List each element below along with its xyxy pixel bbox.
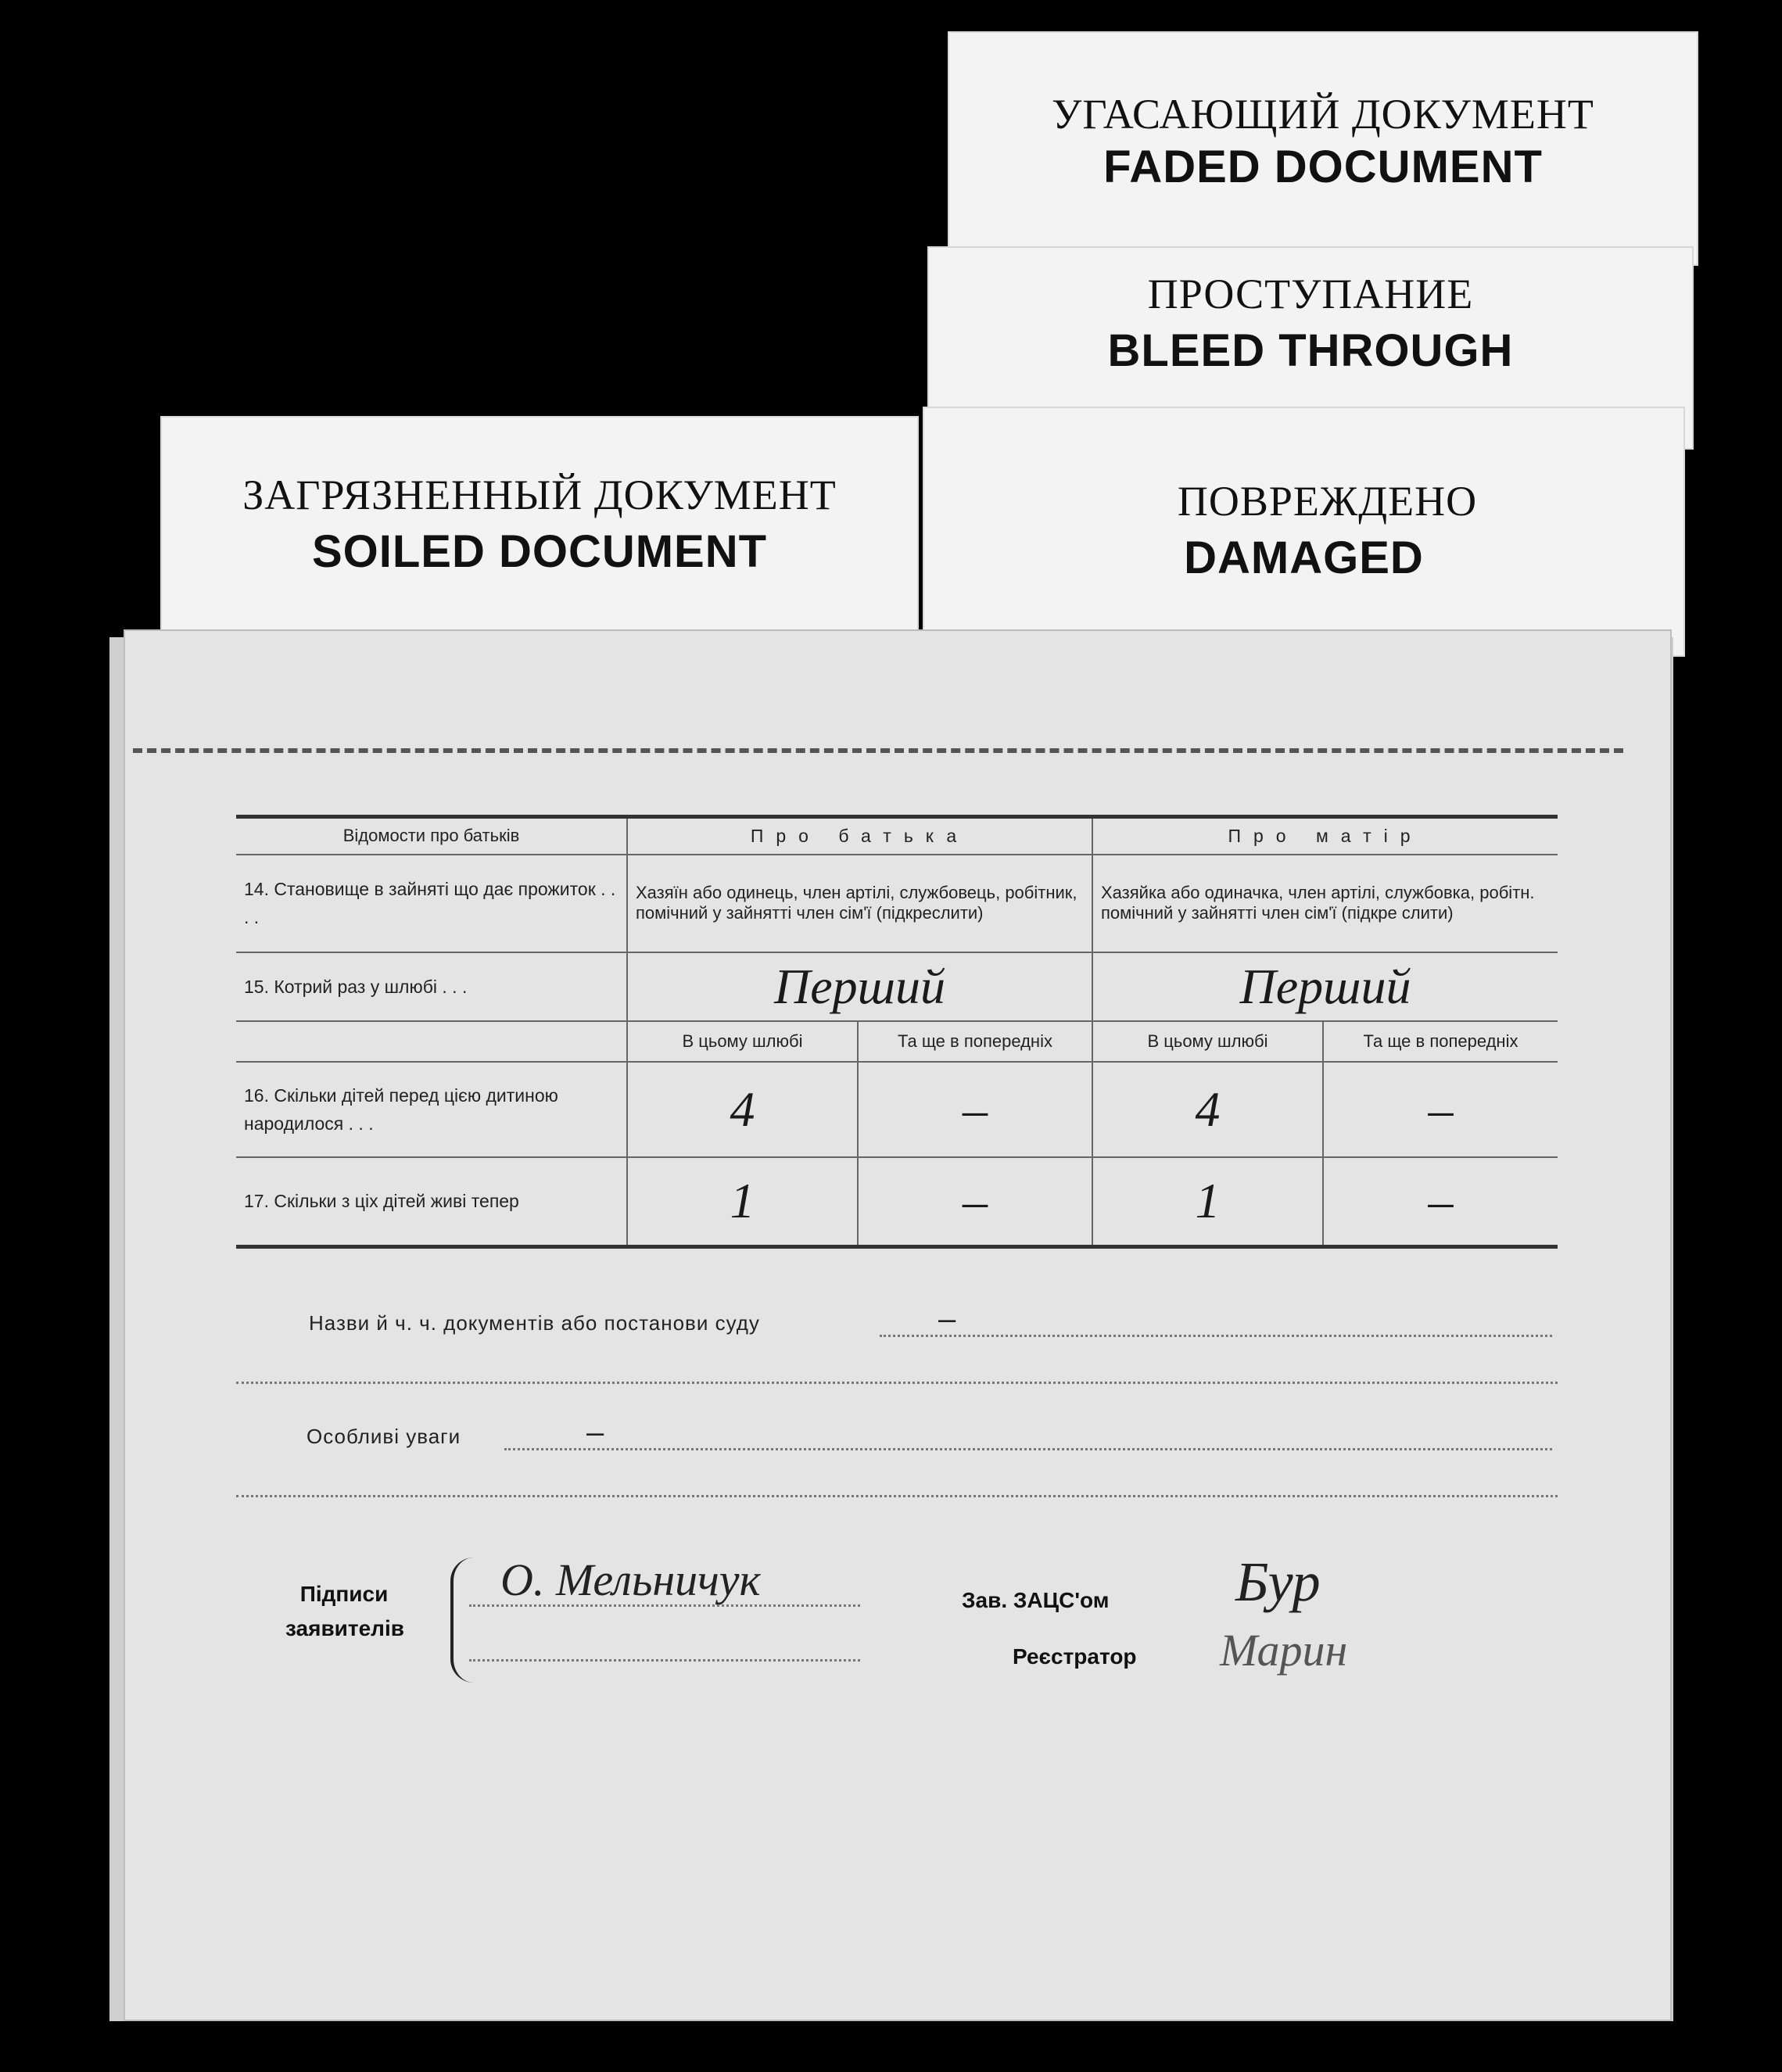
head-signature: Бур: [1235, 1550, 1321, 1613]
head-zags-label: Зав. ЗАЦС'ом: [962, 1588, 1110, 1612]
documents-label: Назви й ч. ч. документів або постанови суду: [309, 1311, 760, 1335]
tab-faded-document: [948, 31, 1698, 266]
tab-damaged-en: DAMAGED: [1184, 532, 1424, 583]
header-mother: Про матір: [1092, 817, 1558, 855]
documents-dotted-line: [880, 1335, 1552, 1337]
registrar-signature: Марин: [1220, 1625, 1348, 1676]
tab-soiled-ru: ЗАГРЯЗНЕННЫЙ ДОКУМЕНТ: [242, 471, 837, 518]
table-subheader-row: [236, 1021, 1558, 1062]
row17-mother-this: 1: [1092, 1157, 1323, 1247]
tab-damaged-ru: ПОВРЕЖДЕНО: [1177, 478, 1478, 525]
remarks-value: –: [586, 1415, 605, 1450]
row17-father-prev: –: [858, 1157, 1092, 1247]
row17-father-this: 1: [627, 1157, 858, 1247]
tab-bleed-ru: ПРОСТУПАНИЕ: [1147, 271, 1474, 317]
row16-father-prev: –: [858, 1062, 1092, 1157]
header-parents-info: Відомости про батьків: [236, 817, 627, 855]
remarks-dotted-line: [504, 1448, 1552, 1450]
applicants-signature-label: Підписи заявителів: [285, 1582, 404, 1640]
tab-bleed-en: BLEED THROUGH: [1107, 325, 1514, 376]
tab-faded-en: FADED DOCUMENT: [1103, 142, 1543, 192]
applicants-brace: [450, 1558, 477, 1683]
row16-father-this: 4: [627, 1062, 858, 1157]
subheader-father-this: В цьому шлюбі: [627, 1021, 858, 1062]
tab-faded-ru: УГАСАЮЩИЙ ДОКУМЕНТ: [1052, 91, 1594, 138]
applicant-sig-line-1: [469, 1604, 860, 1607]
row14-label: 14. Становище в зайняті що дає прожиток . . . .: [236, 855, 627, 952]
documents-dotted-line-2: [236, 1382, 1558, 1384]
tab-damaged: [923, 407, 1685, 657]
row17-label: 17. Скільки з ціх дітей живі тепер: [236, 1157, 627, 1247]
row14-mother-text: Хазяйка або одиначка, член артілі, службовка, робітн. помічний у зайнятті член сім'ї (підкре слити): [1092, 855, 1558, 952]
remarks-label: Особливі уваги: [307, 1425, 461, 1448]
remarks-dotted-line-2: [236, 1495, 1558, 1497]
row14-father-text: Хазяїн або одинець, член артілі, службовець, робітник, помічний у зайнятті член сім'ї (підкреслити): [627, 855, 1092, 952]
subheader-father-prev: Та ще в попередніх: [858, 1021, 1092, 1062]
row16-label: 16. Скільки дітей перед цією дитиною народилося . . .: [236, 1062, 627, 1157]
tab-soiled-en: SOILED DOCUMENT: [311, 526, 768, 577]
perforation-line: [133, 748, 1623, 753]
row17-mother-prev: –: [1323, 1157, 1558, 1247]
record-sheet: [124, 629, 1672, 2021]
table-row-15: [236, 952, 1558, 1021]
documents-value: –: [938, 1302, 957, 1336]
table-row-14: [236, 855, 1558, 952]
applicant-sig-line-2: [469, 1659, 860, 1662]
subheader-mother-prev: Та ще в попередніх: [1323, 1021, 1558, 1062]
row16-mother-this: 4: [1092, 1062, 1323, 1157]
tab-soiled-document: [160, 416, 919, 651]
table-row-17: [236, 1157, 1558, 1247]
subheader-mother-this: В цьому шлюбі: [1092, 1021, 1323, 1062]
table-row-16: [236, 1062, 1558, 1157]
table-header-row: [236, 817, 1558, 855]
header-father: Про батька: [627, 817, 1092, 855]
parents-info-table: [236, 815, 1558, 1249]
row16-mother-prev: –: [1323, 1062, 1558, 1157]
subheader-blank: [236, 1021, 627, 1062]
applicant-signature: О. Мельничук: [500, 1554, 761, 1605]
registrar-label: Реєстратор: [1013, 1644, 1137, 1669]
row15-mother-value: Перший: [1092, 952, 1558, 1021]
row15-label: 15. Котрий раз у шлюбі . . .: [236, 952, 627, 1021]
row15-father-value: Перший: [627, 952, 1092, 1021]
